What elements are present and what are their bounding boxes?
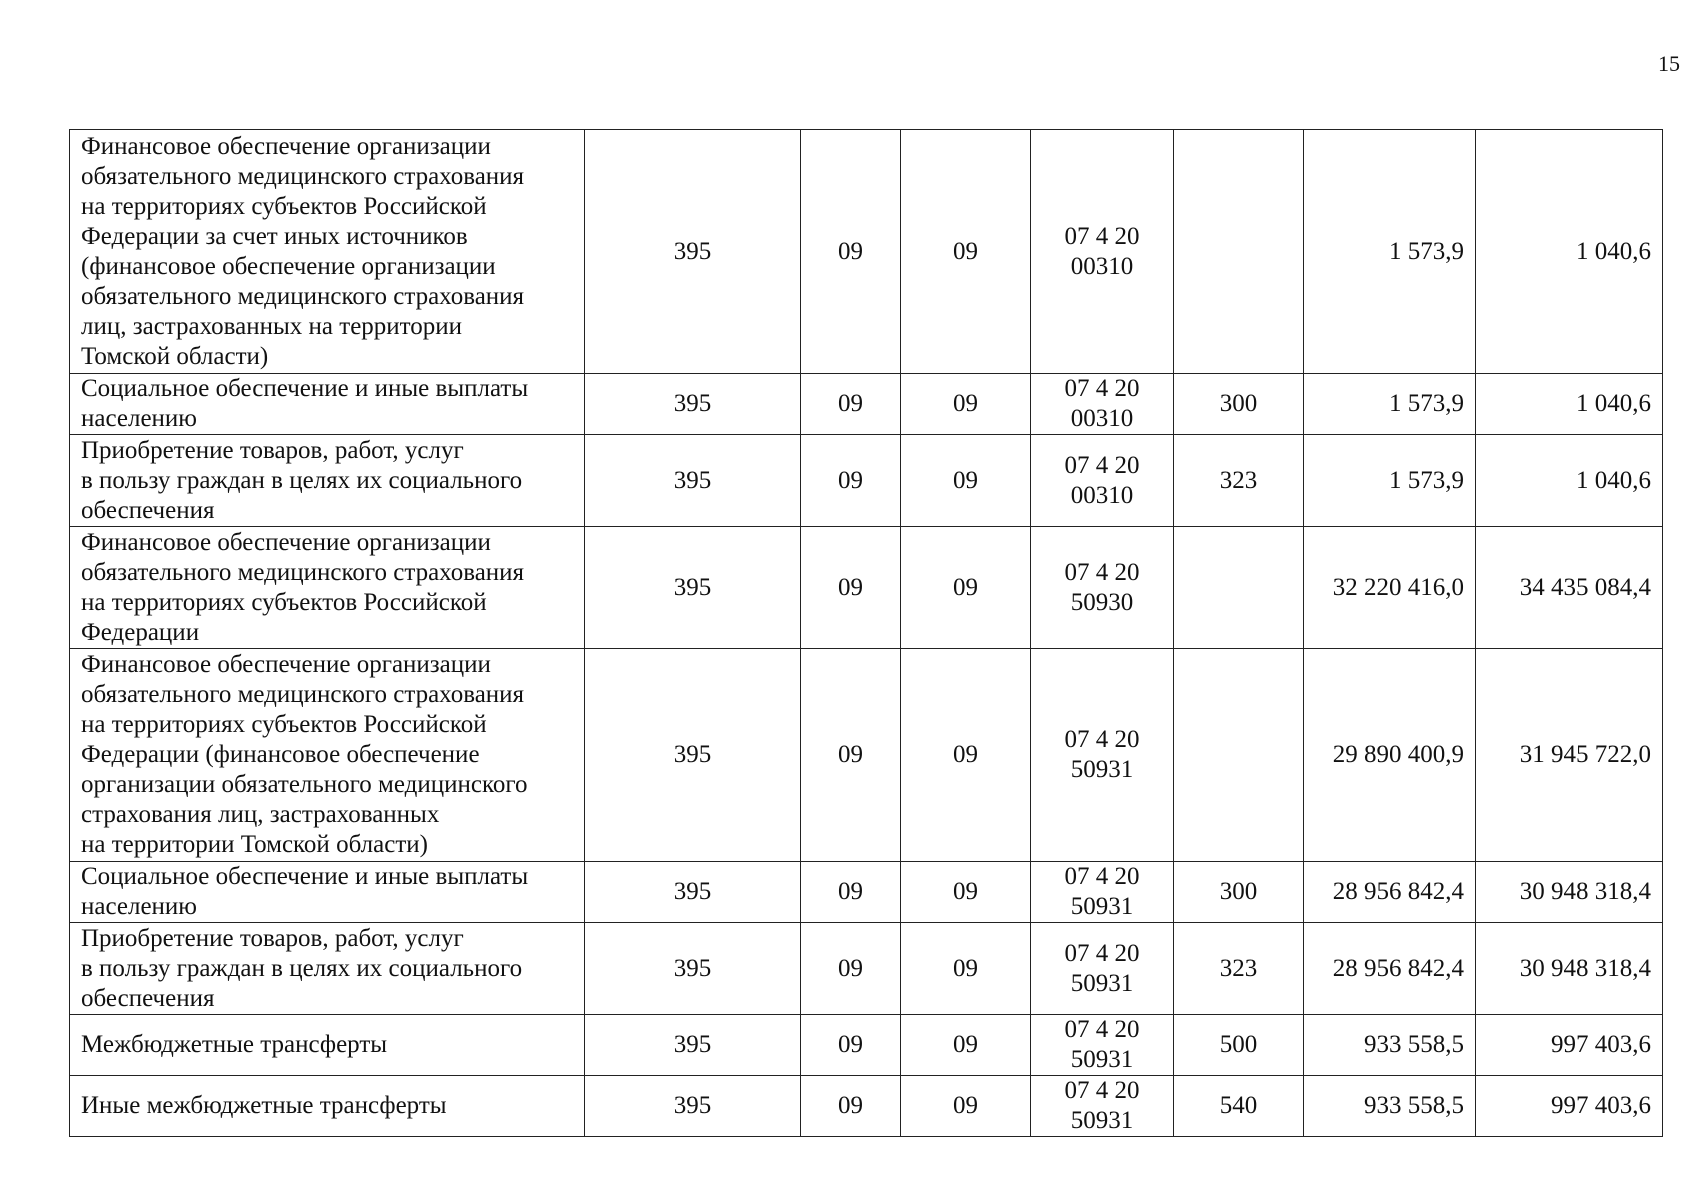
table-row [70, 374, 1663, 435]
amount-second-cell: 34 435 084,4 [1476, 527, 1663, 649]
ministry-code-cell: 395 [585, 923, 801, 1015]
target-code-cell: 07 4 20 50930 [1031, 527, 1174, 649]
table-row [70, 1015, 1663, 1076]
amount-second-cell: 997 403,6 [1476, 1015, 1663, 1076]
table-row [70, 649, 1663, 862]
subsection-code-cell: 09 [901, 649, 1031, 862]
amount-second-cell: 30 948 318,4 [1476, 862, 1663, 923]
table-row [70, 1076, 1663, 1137]
row-name-cell: Социальное обеспечение и иные выплаты населению [70, 862, 585, 923]
amount-second-cell: 997 403,6 [1476, 1076, 1663, 1137]
amount-first-cell: 28 956 842,4 [1304, 923, 1476, 1015]
target-code-cell: 07 4 20 50931 [1031, 862, 1174, 923]
amount-first-cell: 32 220 416,0 [1304, 527, 1476, 649]
expense-type-cell: 323 [1174, 923, 1304, 1015]
subsection-code-cell: 09 [901, 374, 1031, 435]
row-name-cell: Финансовое обеспечение организации обязательного медицинского страхования на территориях субъектов Российской Федерации [70, 527, 585, 649]
expense-type-cell: 540 [1174, 1076, 1304, 1137]
ministry-code-cell: 395 [585, 1015, 801, 1076]
amount-first-cell: 29 890 400,9 [1304, 649, 1476, 862]
table-row [70, 130, 1663, 374]
subsection-code-cell: 09 [901, 435, 1031, 527]
expense-type-cell [1174, 130, 1304, 374]
section-code-cell: 09 [801, 374, 901, 435]
row-name-cell: Финансовое обеспечение организации обязательного медицинского страхования на территориях субъектов Российской Федерации за счет иных источников (финансовое обеспечение организации обязательного медицинского страхования лиц, застрахованных на территории Томской области) [70, 130, 585, 374]
subsection-code-cell: 09 [901, 1015, 1031, 1076]
subsection-code-cell: 09 [901, 130, 1031, 374]
subsection-code-cell: 09 [901, 862, 1031, 923]
target-code-cell: 07 4 20 50931 [1031, 649, 1174, 862]
ministry-code-cell: 395 [585, 649, 801, 862]
subsection-code-cell: 09 [901, 1076, 1031, 1137]
section-code-cell: 09 [801, 1015, 901, 1076]
table-row [70, 923, 1663, 1015]
target-code-cell: 07 4 20 00310 [1031, 130, 1174, 374]
amount-first-cell: 1 573,9 [1304, 374, 1476, 435]
row-name-cell: Приобретение товаров, работ, услуг в пользу граждан в целях их социального обеспечения [70, 923, 585, 1015]
amount-first-cell: 933 558,5 [1304, 1015, 1476, 1076]
expense-type-cell [1174, 527, 1304, 649]
expense-type-cell: 500 [1174, 1015, 1304, 1076]
section-code-cell: 09 [801, 130, 901, 374]
ministry-code-cell: 395 [585, 130, 801, 374]
ministry-code-cell: 395 [585, 1076, 801, 1137]
ministry-code-cell: 395 [585, 374, 801, 435]
section-code-cell: 09 [801, 649, 901, 862]
row-name-cell: Финансовое обеспечение организации обязательного медицинского страхования на территориях субъектов Российской Федерации (финансовое обеспечение организации обязательного медицинского страхования лиц, застрахованных на территории Томской области) [70, 649, 585, 862]
amount-first-cell: 1 573,9 [1304, 435, 1476, 527]
row-name-cell: Иные межбюджетные трансферты [70, 1076, 585, 1137]
table-row [70, 435, 1663, 527]
target-code-cell: 07 4 20 50931 [1031, 1015, 1174, 1076]
amount-second-cell: 31 945 722,0 [1476, 649, 1663, 862]
section-code-cell: 09 [801, 527, 901, 649]
ministry-code-cell: 395 [585, 862, 801, 923]
ministry-code-cell: 395 [585, 527, 801, 649]
budget-table [69, 129, 1663, 1137]
expense-type-cell: 300 [1174, 374, 1304, 435]
amount-second-cell: 1 040,6 [1476, 374, 1663, 435]
target-code-cell: 07 4 20 50931 [1031, 1076, 1174, 1137]
expense-type-cell [1174, 649, 1304, 862]
section-code-cell: 09 [801, 1076, 901, 1137]
target-code-cell: 07 4 20 50931 [1031, 923, 1174, 1015]
section-code-cell: 09 [801, 923, 901, 1015]
page-number: 15 [1658, 51, 1680, 76]
target-code-cell: 07 4 20 00310 [1031, 435, 1174, 527]
amount-first-cell: 1 573,9 [1304, 130, 1476, 374]
ministry-code-cell: 395 [585, 435, 801, 527]
row-name-cell: Межбюджетные трансферты [70, 1015, 585, 1076]
section-code-cell: 09 [801, 862, 901, 923]
amount-first-cell: 933 558,5 [1304, 1076, 1476, 1137]
amount-second-cell: 1 040,6 [1476, 130, 1663, 374]
target-code-cell: 07 4 20 00310 [1031, 374, 1174, 435]
subsection-code-cell: 09 [901, 527, 1031, 649]
amount-second-cell: 1 040,6 [1476, 435, 1663, 527]
subsection-code-cell: 09 [901, 923, 1031, 1015]
expense-type-cell: 300 [1174, 862, 1304, 923]
amount-first-cell: 28 956 842,4 [1304, 862, 1476, 923]
row-name-cell: Социальное обеспечение и иные выплаты населению [70, 374, 585, 435]
expense-type-cell: 323 [1174, 435, 1304, 527]
table-row [70, 527, 1663, 649]
amount-second-cell: 30 948 318,4 [1476, 923, 1663, 1015]
section-code-cell: 09 [801, 435, 901, 527]
table-row [70, 862, 1663, 923]
row-name-cell: Приобретение товаров, работ, услуг в пользу граждан в целях их социального обеспечения [70, 435, 585, 527]
